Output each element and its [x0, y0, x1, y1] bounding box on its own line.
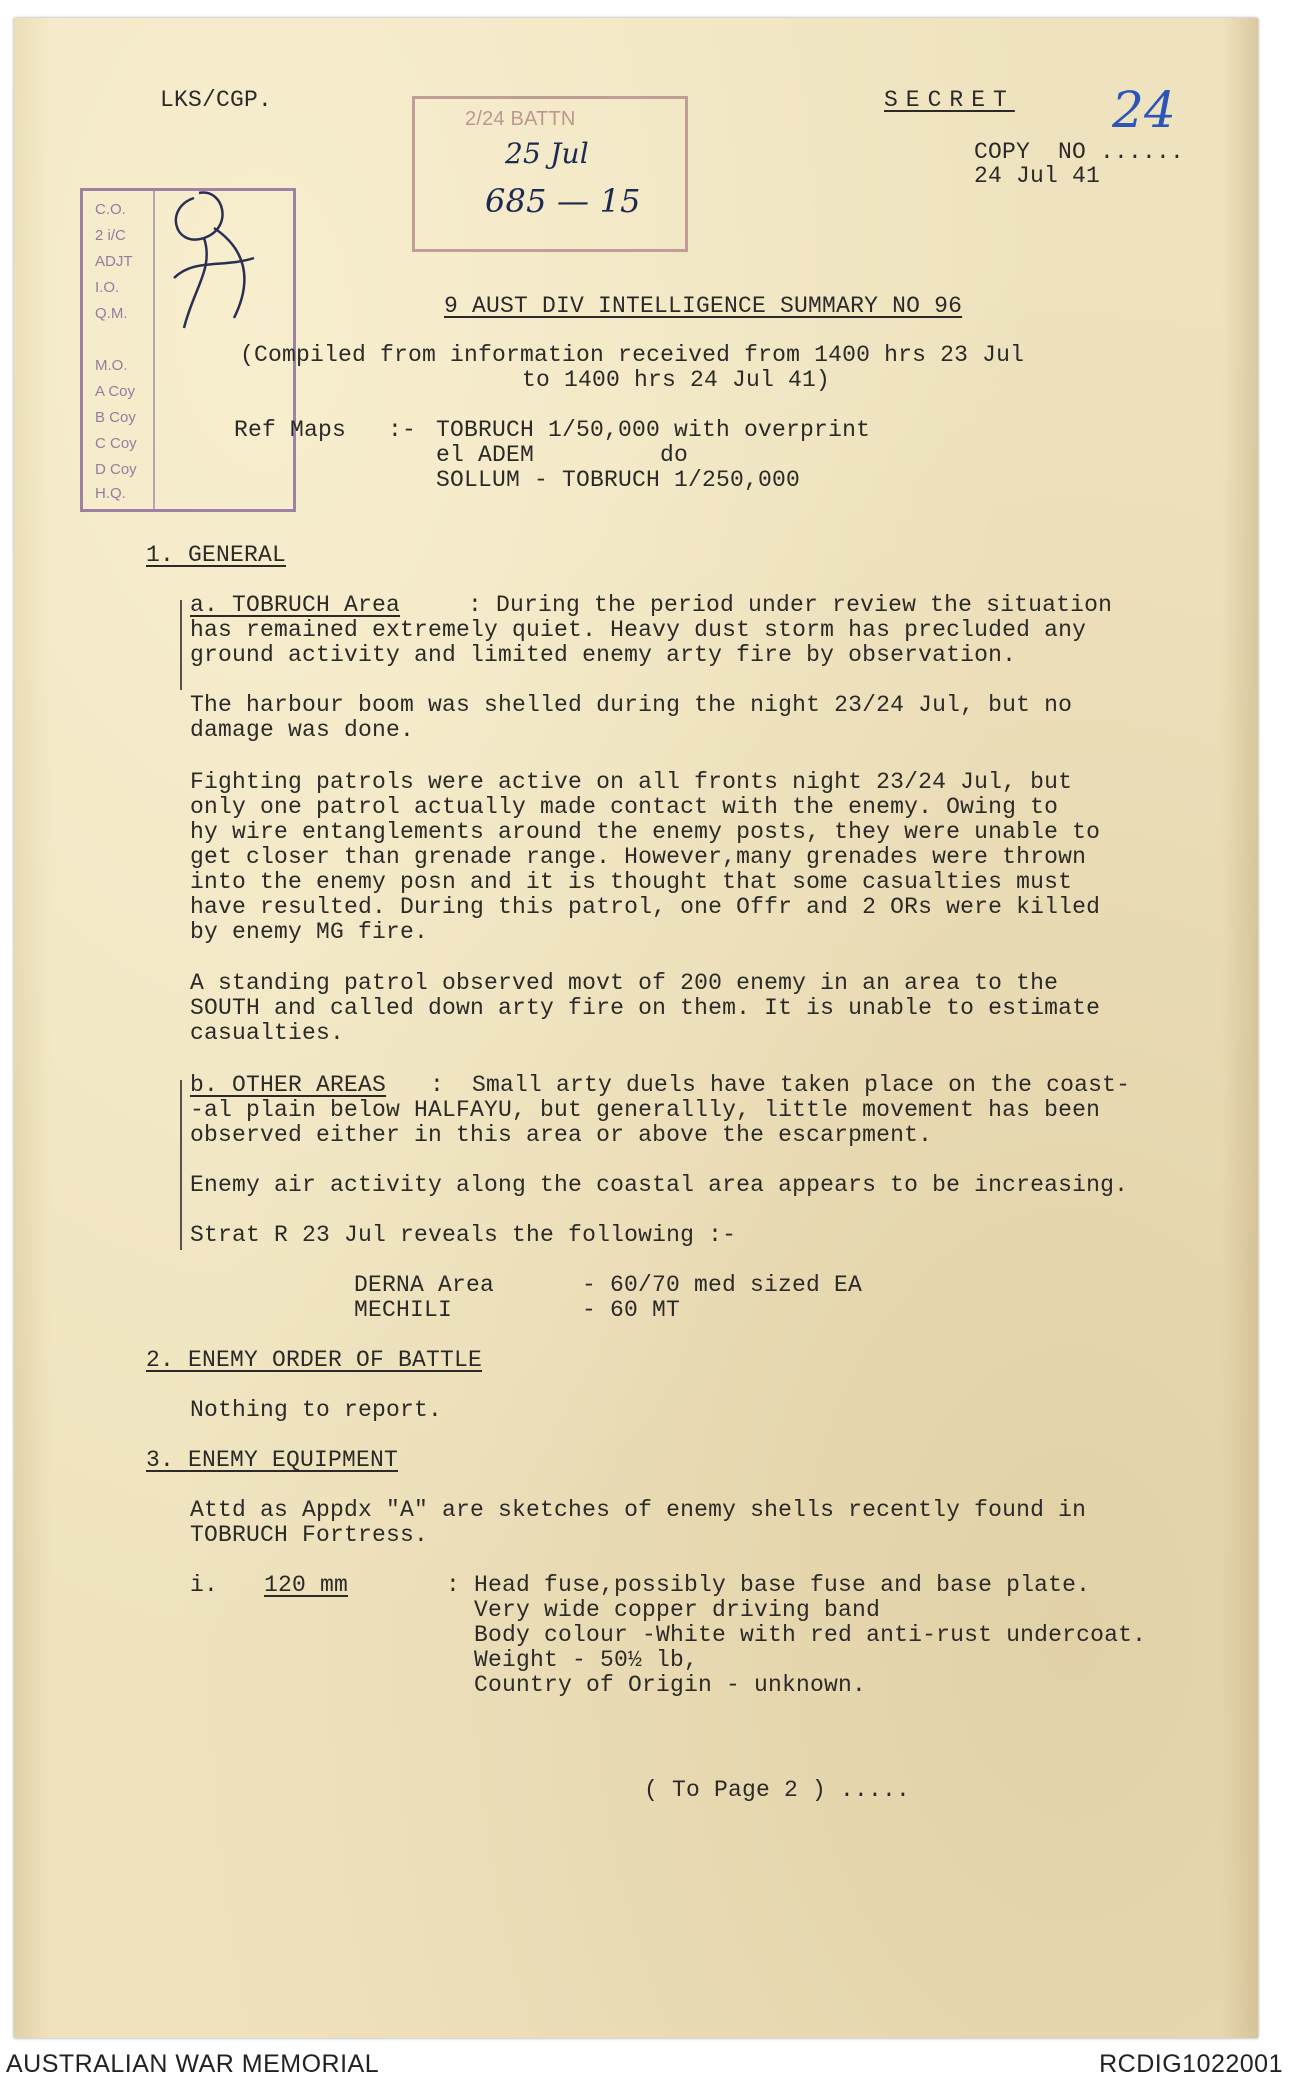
classification-heading: SECRET: [884, 87, 1015, 113]
paragraph-line: damage was done.: [190, 717, 415, 743]
document-title: 9 AUST DIV INTELLIGENCE SUMMARY NO 96: [444, 293, 963, 319]
paragraph-line: have resulted. During this patrol, one Offr and 2 ORs were killed: [190, 894, 1101, 920]
document-date: 24 Jul 41: [974, 163, 1101, 189]
routing-row: H.Q.: [95, 485, 126, 502]
item-name: 120 mm: [264, 1572, 349, 1598]
archive-credit: AUSTRALIAN WAR MEMORIAL: [6, 2050, 380, 2078]
routing-row: Q.M.: [95, 305, 128, 322]
routing-row: B Coy: [95, 409, 136, 426]
paragraph-line: Attd as Appdx "A" are sketches of enemy shells recently found in: [190, 1497, 1087, 1523]
subsection-label: b. OTHER AREAS: [190, 1072, 387, 1098]
paragraph-line: The harbour boom was shelled during the night 23/24 Jul, but no: [190, 692, 1073, 718]
subsection-label: a. TOBRUCH Area: [190, 592, 401, 618]
paragraph-line: into the enemy posn and it is thought that some casualties must: [190, 869, 1073, 895]
section-heading: 2. ENEMY ORDER OF BATTLE: [146, 1347, 483, 1373]
routing-row: A Coy: [95, 383, 136, 400]
stamp-ref-handwritten: 685 — 15: [485, 182, 641, 220]
routing-row: ADJT: [95, 253, 133, 270]
strat-value: - 60 MT: [582, 1297, 681, 1323]
item-detail-line: Body colour -White with red anti-rust undercoat.: [474, 1622, 1147, 1648]
paragraph-line: TOBRUCH Fortress.: [190, 1522, 429, 1548]
item-separator: :: [446, 1572, 461, 1598]
item-detail-line: Head fuse,possibly base fuse and base plate.: [474, 1572, 1091, 1598]
ref-map-line: SOLLUM - TOBRUCH 1/250,000: [436, 467, 801, 493]
paragraph-line: -al plain below HALFAYU, but generallly, little movement has been: [190, 1097, 1101, 1123]
paragraph-line: get closer than grenade range. However,many grenades were thrown: [190, 844, 1087, 870]
paragraph-line: Enemy air activity along the coastal area appears to be increasing.: [190, 1172, 1129, 1198]
paragraph-line: by enemy MG fire.: [190, 919, 429, 945]
continuation-note: ( To Page 2 ) .....: [644, 1777, 911, 1803]
strat-value: - 60/70 med sized EA: [582, 1272, 863, 1298]
item-detail-line: Country of Origin - unknown.: [474, 1672, 867, 1698]
item-number: i.: [190, 1572, 219, 1598]
paragraph-line: Fighting patrols were active on all fronts night 23/24 Jul, but: [190, 769, 1073, 795]
routing-row: D Coy: [95, 461, 137, 478]
archive-id: RCDIG1022001: [1099, 2050, 1283, 2078]
ref-maps-separator: :-: [388, 417, 417, 443]
reference-code: LKS/CGP.: [160, 87, 273, 113]
item-detail-line: Weight - 50½ lb,: [474, 1647, 699, 1673]
paragraph-line: ground activity and limited enemy arty fire by observation.: [190, 642, 1017, 668]
copy-number-label: COPY NO ......: [974, 139, 1185, 165]
handwritten-initials: [154, 168, 274, 338]
document-page: [14, 18, 1258, 2038]
paragraph-line: : Small arty duels have taken place on the coast-: [402, 1072, 1131, 1098]
strat-area: DERNA Area: [354, 1272, 495, 1298]
routing-row: C Coy: [95, 435, 137, 452]
paragraph-line: observed either in this area or above the escarpment.: [190, 1122, 933, 1148]
paragraph-line: casualties.: [190, 1020, 345, 1046]
paragraph-line: Nothing to report.: [190, 1397, 443, 1423]
routing-row: 2 i/C: [95, 227, 126, 244]
paragraph-line: only one patrol actually made contact with the enemy. Owing to: [190, 794, 1059, 820]
section-heading: 3. ENEMY EQUIPMENT: [146, 1447, 399, 1473]
paragraph-line: has remained extremely quiet. Heavy dust storm has precluded any: [190, 617, 1087, 643]
strat-area: MECHILI: [354, 1297, 453, 1323]
paragraph-line: SOUTH and called down arty fire on them. It is unable to estimate: [190, 995, 1101, 1021]
ref-map-line: TOBRUCH 1/50,000 with overprint: [436, 417, 871, 443]
routing-row: C.O.: [95, 201, 126, 218]
stamp-unit: 2/24 BATTN: [465, 108, 576, 130]
item-detail-line: Very wide copper driving band: [474, 1597, 881, 1623]
subtitle-line: to 1400 hrs 24 Jul 41): [522, 367, 831, 393]
paragraph-line: A standing patrol observed movt of 200 enemy in an area to the: [190, 970, 1059, 996]
paragraph-line: : During the period under review the situation: [426, 592, 1113, 618]
routing-row: I.O.: [95, 279, 120, 296]
subtitle-line: (Compiled from information received from 1400 hrs 23 Jul: [240, 342, 1025, 368]
copy-number-handwritten: 24: [1112, 81, 1177, 139]
paragraph-line: Strat R 23 Jul reveals the following :-: [190, 1222, 737, 1248]
routing-row: M.O.: [95, 357, 128, 374]
ref-maps-label: Ref Maps: [234, 417, 347, 443]
received-stamp: [412, 96, 688, 252]
stamp-date-handwritten: 25 Jul: [505, 137, 589, 170]
ref-map-line: el ADEM do: [436, 442, 689, 468]
section-heading: 1. GENERAL: [146, 542, 287, 568]
paragraph-line: hy wire entanglements around the enemy posts, they were unable to: [190, 819, 1101, 845]
